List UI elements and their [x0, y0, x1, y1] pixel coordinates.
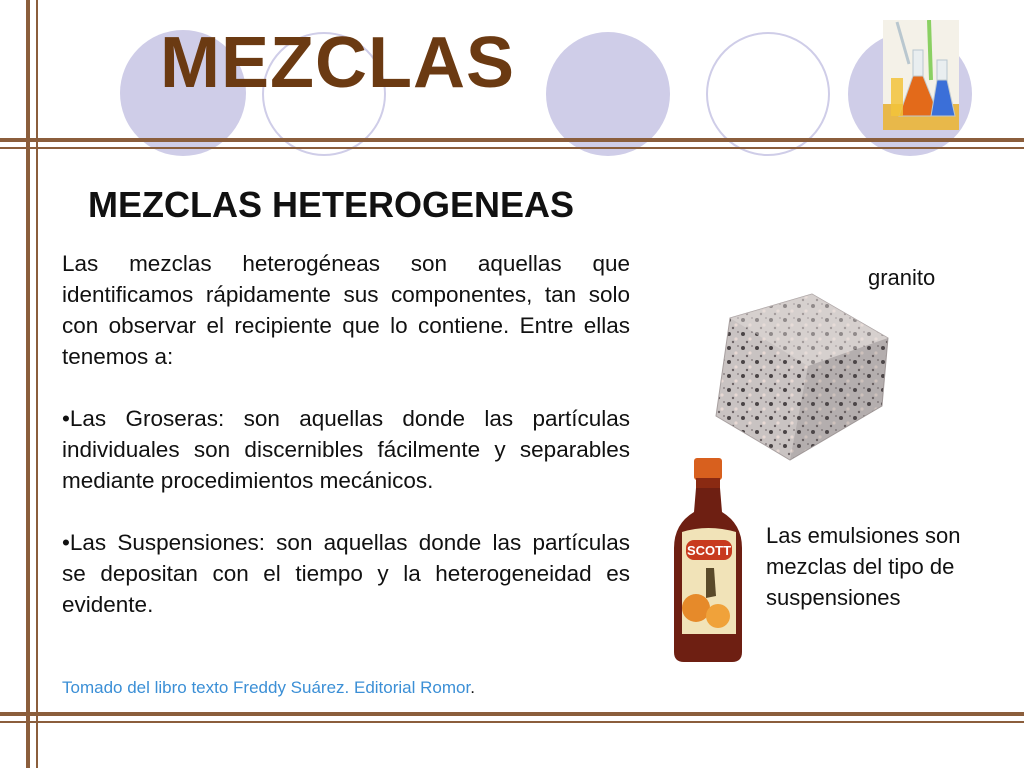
slide-title: MEZCLAS — [160, 23, 515, 103]
source-credit — [62, 678, 475, 698]
granite-rock-image — [712, 288, 892, 464]
emulsion-caption: Las emulsiones son mezclas del tipo de suspensiones — [766, 523, 961, 610]
emulsion-bottle-image — [666, 458, 752, 666]
bottle-brand-label: SCOTT — [686, 543, 732, 558]
frame-bottom-line-2 — [0, 721, 1024, 723]
body-paragraph-groseras: •Las Groseras: son aquellas donde las partículas individuales son discernibles fácilmente y separables mediante procedimientos mecánicos. — [62, 406, 630, 493]
source-credit-text: Tomado del libro texto Freddy Suárez. Editorial Romor — [62, 678, 471, 697]
source-credit-period: . — [470, 678, 475, 697]
frame-left-line-1 — [26, 0, 30, 768]
body-text — [62, 248, 630, 620]
frame-top-line-2 — [0, 147, 1024, 149]
lab-flasks-icon — [883, 20, 959, 130]
section-heading: MEZCLAS HETEROGENEAS — [88, 184, 575, 225]
frame-bottom-line-1 — [0, 712, 1024, 716]
body-paragraph-suspensiones: •Las Suspensiones: son aquellas donde las partículas se depositan con el tiempo y la heterogeneidad es evidente. — [62, 530, 630, 617]
granite-caption: granito — [868, 265, 936, 290]
frame-top-line-1 — [0, 138, 1024, 142]
frame-left-line-2 — [36, 0, 38, 768]
body-paragraph-intro: Las mezclas heterogéneas son aquellas que identificamos rápidamente sus componentes, tan solo con observar el recipiente que lo contiene. Entre ellas tenemos a: — [62, 251, 630, 369]
